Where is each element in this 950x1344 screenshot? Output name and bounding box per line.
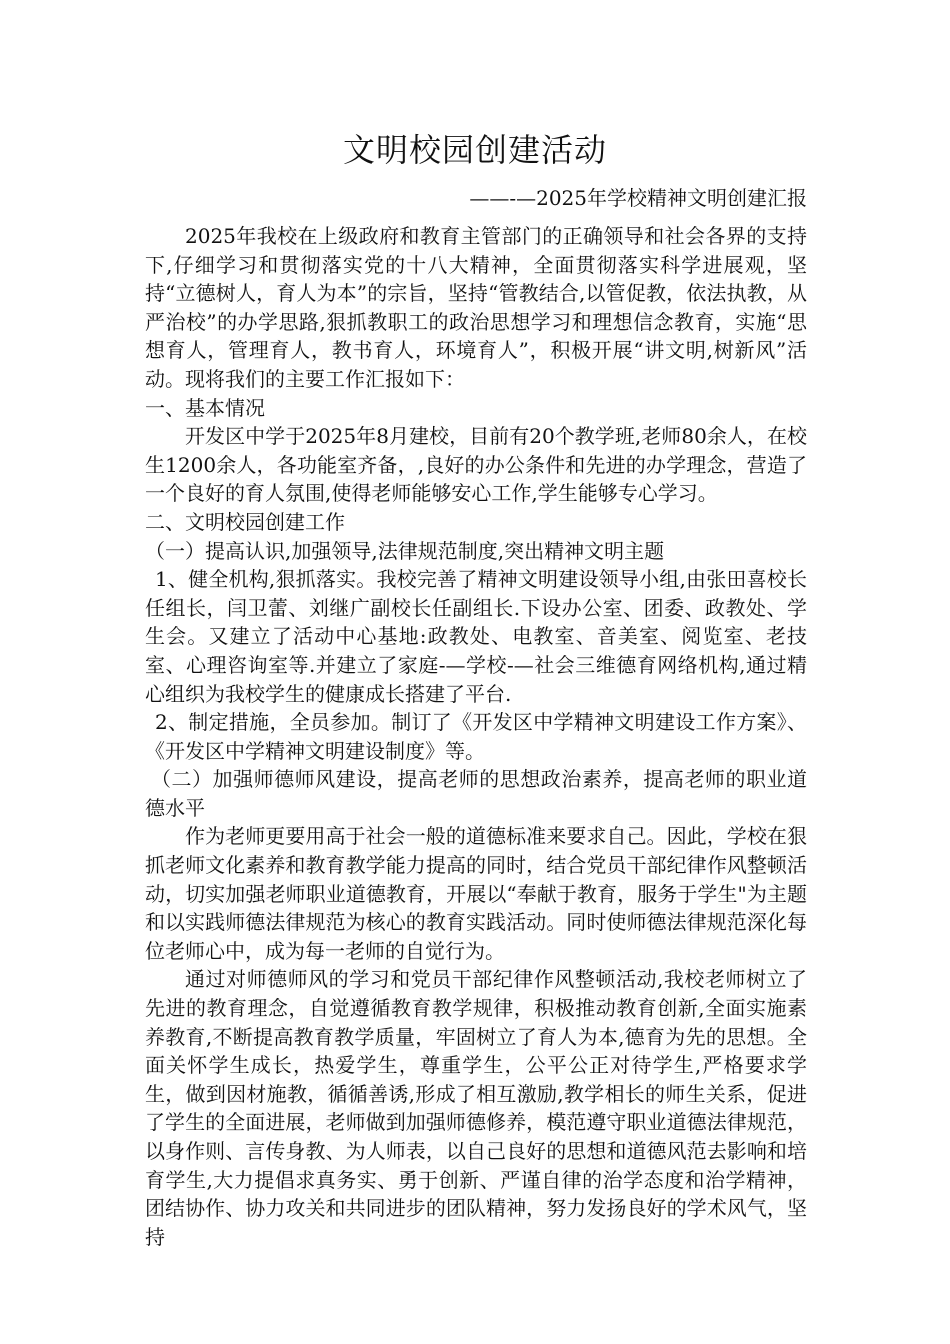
subsection-heading-1: （一）提高认识,加强领导,法律规范制度,突出精神文明主题 [145, 538, 665, 563]
ethics-paragraph-1: 作为老师更要用高于社会一般的道德标准来要求自己。因此，学校在狠抓老师文化素养和教育教学能力提高的同时，结合党员干部纪律作风整顿活动，切实加强老师职业道德教育，开展以“奉献于教育，服务于学生"为主题和以实践师德法律规范为核心的教育实践活动。同时使师德法律规范深化每位老师心中，成为每一老师的自觉行为。 [145, 824, 807, 963]
ethics-paragraph-2: 通过对师德师风的学习和党员干部纪律作风整顿活动,我校老师树立了先进的教育理念，自觉遵循教育教学规律，积极推动教育创新,全面实施素养教育,不断提高教育教学质量，牢固树立了育人为本,德育为先的思想。全面关怀学生成长，热爱学生，尊重学生，公平公正对待学生,严格要求学生，做到因材施教，循循善诱,形成了相互激励,教学相长的师生关系，促进了学生的全面进展，老师做到加强师德修养，模范遵守职业道德法律规范，以身作则、言传身教、为人师表，以自己良好的思想和道德风范去影响和培育学生,大力提倡求真务实、勇于创新、严谨自律的治学态度和治学精神，团结协作、协力攻关和共同进步的团队精神，努力发扬良好的学术风气，坚持 [145, 967, 807, 1249]
document-title: 文明校园创建活动 [342, 131, 607, 169]
basic-info-paragraph: 开发区中学于2025年8月建校，目前有20个教学班,老师80余人，在校生1200余人，各功能室齐备，,良好的办公条件和先进的办学理念，营造了一个良好的育人氛围,使得老师能够安心工作,学生能够专心学习。 [145, 424, 807, 506]
intro-paragraph: 2025年我校在上级政府和教育主管部门的正确领导和社会各界的支持下,仔细学习和贯彻落实党的十八大精神，全面贯彻落实科学进展观，坚持“立德树人，育人为本”的宗旨，坚持“管教结合,以管促教，依法执教，从严治校”的办学思路,狠抓教职工的政治思想学习和理想信念教育，实施“思想育人，管理育人，教书育人，环境育人”，积极开展“讲文明,树新风”活动。现将我们的主要工作汇报如下： [145, 224, 807, 391]
document-body [145, 222, 807, 1251]
item-paragraph-2: 2、制定措施，全员参加。制订了《开发区中学精神文明建设工作方案》、《开发区中学精神文明建设制度》等。 [145, 710, 807, 763]
subsection-heading-2: （二）加强师德师风建设，提高老师的思想政治素养，提高老师的职业道德水平 [145, 767, 807, 820]
document-subtitle: ——-—2025年学校精神文明创建汇报 [469, 186, 807, 210]
item-paragraph-1: 1、健全机构,狠抓落实。我校完善了精神文明建设领导小组,由张田喜校长任组长，闫卫蕾、刘继广副校长任副组长.下设办公室、团委、政教处、学生会。又建立了活动中心基地:政教处、电教室、音美室、阅览室、老技室、心理咨询室等.并建立了家庭-—学校-—社会三维德育网络机构,通过精心组织为我校学生的健康成长搭建了平台. [145, 567, 807, 706]
section-heading-basic-info: 一、基本情况 [145, 395, 265, 420]
section-heading-campus-work: 二、文明校园创建工作 [145, 509, 345, 534]
